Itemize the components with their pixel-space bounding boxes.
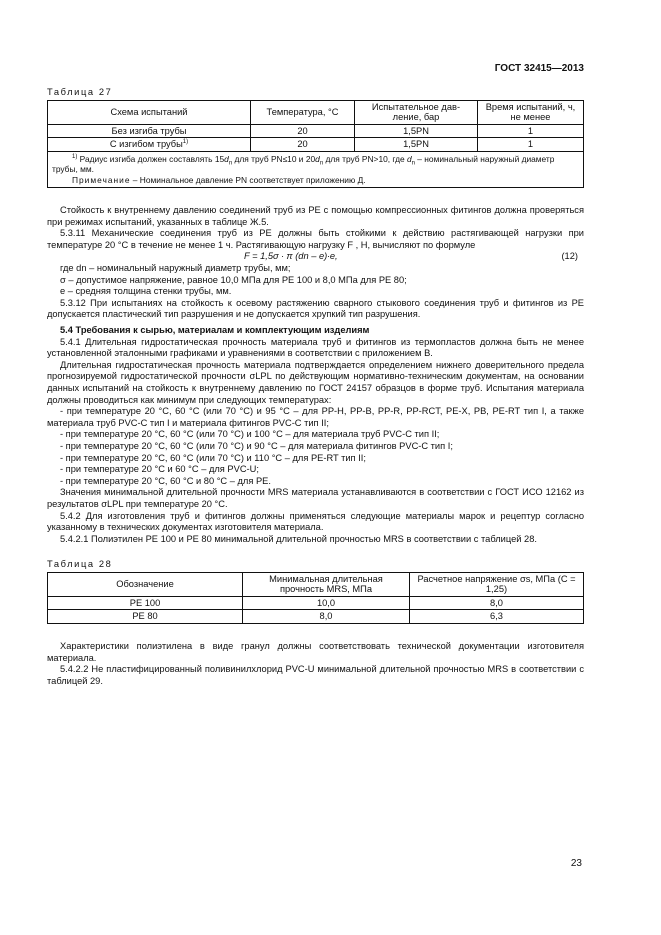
footnote-ref: 1): [182, 139, 189, 145]
paragraph: Стойкость к внутреннему давлению соединений труб из PE с помощью компрессионных фитингов должна проверяться при режимах испытаний, указанных в таблице Ж.5.: [47, 205, 584, 227]
table-cell: 10,0: [243, 596, 410, 610]
list-item: - при температуре 20 °С, 60 °С (или 70 °С) и 95 °С – для PP-H, PP-B, PP-R, PP-RCT, PE-X, PB, PE-RT тип I, а также материала труб PVC-C тип I и материала фитингов PVC-C тип II;: [47, 406, 584, 428]
table-cell: PE 80: [48, 610, 243, 624]
table-footnote: [52, 154, 579, 175]
footnote-text: – номинальный наружный диаметр трубы, мм.: [52, 153, 555, 175]
table-notes-row: [48, 151, 584, 188]
document-code: ГОСТ 32415—2013: [494, 63, 584, 74]
table-cell: 8,0: [410, 596, 584, 610]
table-cell: Без изгиба трубы: [48, 124, 251, 138]
table-27: [47, 100, 584, 189]
paragraph: Значения минимальной длительной прочности MRS материала устанавливаются в соответствии с ГОСТ ИСО 12162 из результатов σLPL при температуре 20 °С.: [47, 487, 584, 509]
paragraph: 5.4.2.2 Не пластифицированный поливинилхлорид PVC-U минимальной длительной прочностью MRS в соответствии с таблицей 29.: [47, 664, 584, 686]
paragraph: Длительная гидростатическая прочность материала подтверждается определением нижнего доверительного предела прогнозируемой гидростатической прочности σLPL по действующим нормативно-техническим документам, на основании данных испытаний на стойкость к внутреннему давлению по ГОСТ 24157 образцов в форме труб. Испытания материала должны проводиться как минимум при следующих температурах:: [47, 359, 584, 405]
page-content: [47, 87, 584, 687]
formula: F = 1,5σ ∙ π (dn – e)∙e,: [244, 251, 338, 262]
list-item: - при температуре 20 °С, 60 °С (или 70 °С) и 110 °С – для PE-RT тип II;: [60, 452, 366, 463]
table-row: [48, 124, 584, 138]
where-line: σ – допустимое напряжение, равное 10,0 МПа для PE 100 и 8,0 МПа для PE 80;: [60, 274, 407, 285]
paragraph: 5.4.2 Для изготовления труб и фитингов должны применяться следующие материалы марок и рецептур согласно указанному в технических документах изготовителя материала.: [47, 510, 584, 533]
section-heading: 5.4 Требования к сырью, материалам и комплектующим изделиям: [60, 325, 370, 336]
paragraph: 5.3.11 Механические соединения труб из PE должны быть стойкими к действию растягивающей нагрузки при температуре 20 °С в течение не менее 1 ч. Растягивающую нагрузку F , Н, вычисляют по формуле: [47, 228, 584, 250]
paragraph: Характеристики полиэтилена в виде гранул должны соответствовать технической документации изготовителя материала.: [47, 640, 584, 663]
header-cell: Время испытаний, ч, не менее: [478, 100, 584, 124]
table-27-caption: Таблица 27: [47, 87, 113, 97]
table-row: [48, 596, 584, 610]
table-notes-cell: [48, 151, 584, 188]
table-cell: [48, 138, 251, 152]
table-cell: 8,0: [243, 610, 410, 624]
table-cell: 1,5PN: [355, 138, 478, 152]
footnote-var: d: [406, 153, 412, 164]
where-line: e – средняя толщина стенки трубы, мм.: [60, 286, 232, 297]
table-cell: 1: [478, 124, 584, 138]
header-cell: Обозначение: [48, 572, 243, 596]
note-text: – Номинальное давление PN соответствует приложению Д.: [130, 174, 366, 185]
footnote-var: d: [315, 153, 320, 164]
list-item: - при температуре 20 °С, 60 °С (или 70 °С) и 100 °С – для материала труб PVC-C тип II;: [60, 429, 440, 440]
header-cell: Расчетное напряжение σs, МПа (С = 1,25): [410, 572, 584, 596]
table-cell: 20: [251, 124, 355, 138]
cell-text: С изгибом трубы: [109, 139, 183, 150]
table-cell: 1,5PN: [355, 124, 478, 138]
header-cell: Схема испытаний: [48, 100, 251, 124]
page-number: 23: [570, 858, 582, 869]
table-header-row: [48, 100, 584, 124]
paragraph: 5.4.1 Длительная гидростатическая прочность материала труб и фитингов из термопластов должна быть не менее установленной эталонными графиками и уравнениями в соответствии с приложением В.: [47, 336, 584, 359]
footnote-marker: 1): [72, 153, 78, 160]
table-row: [48, 138, 584, 152]
list-item: - при температуре 20 °С, 60 °С (или 70 °С) и 90 °С – для материала фитингов PVC-C тип I;: [60, 440, 453, 451]
table-note: [52, 175, 579, 186]
footnote-sub: n: [319, 160, 324, 167]
header-cell: Температура, °С: [251, 100, 355, 124]
table-cell: PE 100: [48, 596, 243, 610]
footnote-text: для труб PN≤10 и 20: [232, 153, 316, 164]
header-cell: Минимальная длительная прочность MRS, МПа: [243, 572, 410, 596]
list-item: - при температуре 20 °С, 60 °С и 80 °С – для PE.: [60, 475, 271, 486]
footnote-var: d: [224, 153, 229, 164]
table-cell: 6,3: [410, 610, 584, 624]
header-cell: Испытательное дав-ление, бар: [355, 100, 478, 124]
table-cell: 1: [478, 138, 584, 152]
table-28-caption: Таблица 28: [47, 559, 113, 570]
table-header-row: [48, 572, 584, 596]
table-28: [47, 572, 584, 624]
list-item: - при температуре 20 °С и 60 °С – для PVC-U;: [60, 464, 259, 475]
paragraph: 5.4.2.1 Полиэтилен PE 100 и PE 80 минимальной длительной прочностью MRS в соответствии с таблицей 28.: [60, 533, 537, 544]
footnote-sub: n: [411, 160, 415, 167]
footnote-sub: n: [228, 160, 233, 167]
note-label: Примечание: [72, 174, 131, 185]
paragraph: 5.3.12 При испытаниях на стойкость к осевому растяжению сварного стыкового соединения труб и фитингов из PE допускается пластический тип разрушения и не допускается хрупкий тип разрушения.: [47, 297, 584, 320]
footnote-text: Радиус изгиба должен составлять 15: [77, 153, 225, 164]
where-line: где dn – номинальный наружный диаметр трубы, мм;: [60, 263, 291, 274]
formula-number: (12): [561, 251, 578, 262]
formula-line: [47, 251, 584, 263]
table-row: [48, 610, 584, 624]
table-cell: 20: [251, 138, 355, 152]
footnote-text: для труб PN>10, где: [323, 153, 407, 164]
